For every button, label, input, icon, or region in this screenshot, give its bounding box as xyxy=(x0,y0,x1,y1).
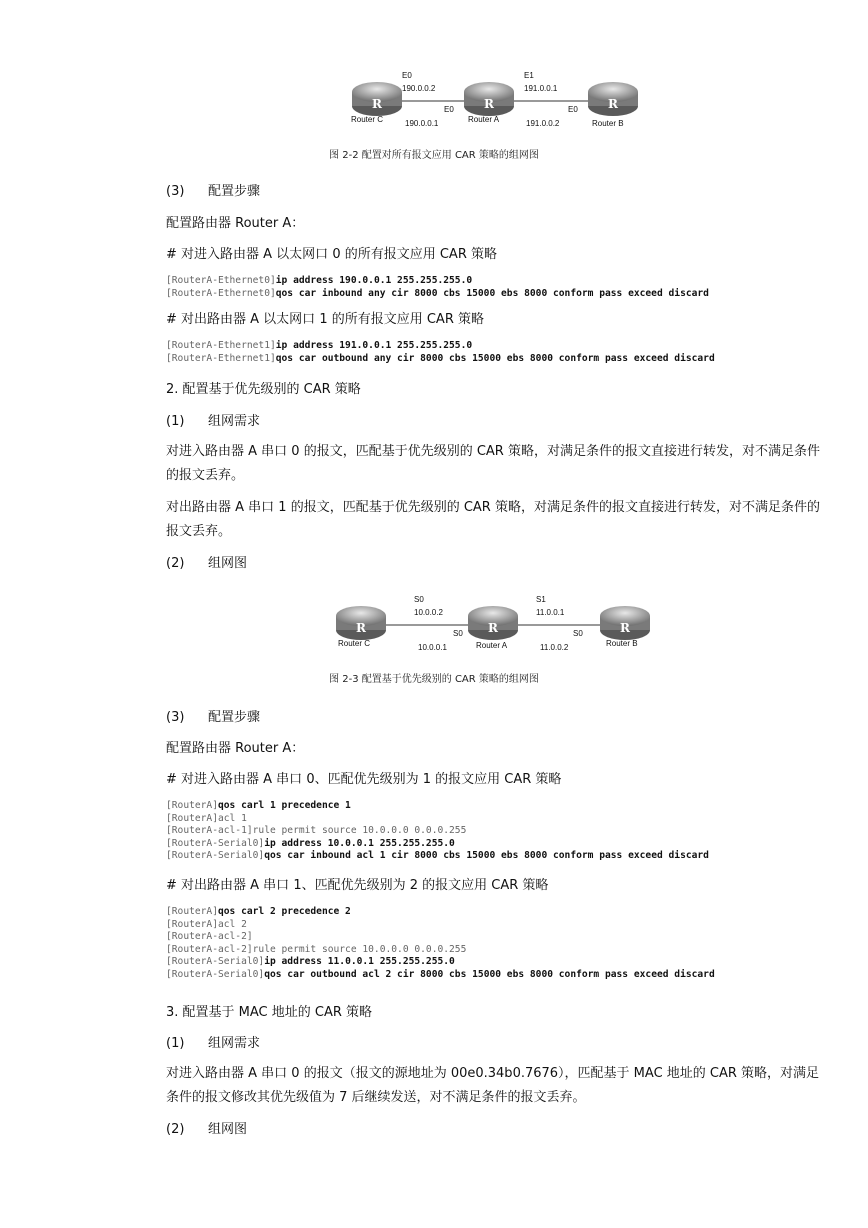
router-icon xyxy=(588,82,638,116)
diagram-2-2-svg xyxy=(0,64,868,154)
code-prompt: [RouterA-acl-2] xyxy=(166,943,253,955)
router-label-left: Router C xyxy=(351,115,384,124)
config-comment: # 对进入路由器 A 以太网口 0 的所有报文应用 CAR 策略 xyxy=(166,247,497,262)
paragraph: 对出路由器 A 串口 1 的报文，匹配基于优先级别的 CAR 策略，对满足条件的报文直接进行转发，对不满足条件的报文丢弃。 xyxy=(166,500,820,539)
code-block xyxy=(166,275,846,300)
step-text: 组网图 xyxy=(208,556,248,571)
svg-text:R: R xyxy=(372,97,382,111)
iface-label: S0 xyxy=(453,629,463,638)
iface-label: E0 xyxy=(444,105,454,114)
code-command: qos car inbound any cir 8000 cbs 15000 ebs 8000 conform pass exceed discard xyxy=(275,287,709,299)
code-line xyxy=(166,931,846,944)
paragraph: 对进入路由器 A 串口 0 的报文（报文的源地址为 00e0.34b0.7676），匹配基于 MAC 地址的 CAR 策略，对满足条件的报文修改其优先级值为 7 后继续发送，对不满足条件的报文丢弃。 xyxy=(166,1066,820,1105)
code-line xyxy=(166,288,846,301)
router-label-right: Router B xyxy=(592,119,624,128)
code-block xyxy=(166,906,846,981)
code-line xyxy=(166,813,846,826)
iface-label: S0 xyxy=(573,629,583,638)
code-line xyxy=(166,353,846,366)
router-label-right: Router B xyxy=(606,639,638,648)
router-icon xyxy=(336,606,386,640)
router-icon xyxy=(464,82,514,116)
config-router-line: 配置路由器 Router A： xyxy=(166,741,305,756)
code-command: ip address 11.0.0.1 255.255.255.0 xyxy=(264,956,455,967)
router-icon xyxy=(468,606,518,640)
code-prompt: [RouterA-Ethernet1] xyxy=(166,340,276,351)
step-number: (2) xyxy=(166,1122,185,1137)
step-text: 组网需求 xyxy=(208,414,261,429)
code-prompt: [RouterA-Ethernet0] xyxy=(166,275,276,286)
iface-label: E1 xyxy=(524,71,534,80)
section-title: 2. 配置基于优先级别的 CAR 策略 xyxy=(166,382,361,397)
figure-caption: 图 2-2 配置对所有报文应用 CAR 策略的组网图 xyxy=(329,150,539,161)
code-command: rule permit source 10.0.0.0 0.0.0.255 xyxy=(252,825,467,836)
step-text: 配置步骤 xyxy=(208,710,261,725)
ip-label: 11.0.0.2 xyxy=(540,643,569,652)
code-command: qos carl 2 precedence 2 xyxy=(217,906,351,917)
code-line xyxy=(166,825,846,838)
figure-caption: 图 2-3 配置基于优先级别的 CAR 策略的组网图 xyxy=(329,674,539,685)
step-text: 配置步骤 xyxy=(208,184,261,199)
svg-text:R: R xyxy=(356,621,366,635)
code-block xyxy=(166,800,846,863)
config-router-line: 配置路由器 Router A： xyxy=(166,216,305,231)
diagram-2-3-svg xyxy=(0,588,868,678)
ip-label: 191.0.0.2 xyxy=(526,119,560,128)
iface-label: E0 xyxy=(402,71,412,80)
code-prompt: [RouterA] xyxy=(166,906,218,917)
code-prompt: [RouterA-Ethernet0] xyxy=(166,287,276,299)
svg-text:R: R xyxy=(488,621,498,635)
code-command: qos car outbound any cir 8000 cbs 15000 ebs 8000 conform pass exceed discard xyxy=(275,352,715,364)
code-command: rule permit source 10.0.0.0 0.0.0.255 xyxy=(252,943,467,955)
iface-label: E0 xyxy=(568,105,578,114)
code-block xyxy=(166,340,846,365)
step-heading xyxy=(166,709,836,727)
code-prompt: [RouterA-acl-1] xyxy=(166,825,253,836)
ip-label: 10.0.0.2 xyxy=(414,608,443,617)
step-number: (3) xyxy=(166,184,185,199)
code-prompt: [RouterA-acl-2] xyxy=(166,931,253,942)
code-line xyxy=(166,800,846,813)
step-number: (2) xyxy=(166,556,185,571)
svg-text:R: R xyxy=(608,97,618,111)
step-text: 组网需求 xyxy=(208,1036,261,1051)
code-line xyxy=(166,969,846,982)
paragraph: 对进入路由器 A 串口 0 的报文，匹配基于优先级别的 CAR 策略，对满足条件的报文直接进行转发，对不满足条件的报文丢弃。 xyxy=(166,444,820,483)
ip-label: 11.0.0.1 xyxy=(536,608,565,617)
network-diagram-2-3 xyxy=(0,588,868,678)
code-command: ip address 191.0.0.1 255.255.255.0 xyxy=(275,340,473,351)
code-command: ip address 190.0.0.1 255.255.255.0 xyxy=(275,275,473,286)
router-label-left: Router C xyxy=(338,639,371,648)
code-command: qos carl 1 precedence 1 xyxy=(217,800,351,811)
step-number: (3) xyxy=(166,710,185,725)
code-line xyxy=(166,906,846,919)
ip-label: 190.0.0.1 xyxy=(405,119,439,128)
svg-text:R: R xyxy=(620,621,630,635)
router-label-center: Router A xyxy=(476,641,508,650)
step-heading xyxy=(166,555,836,573)
code-line xyxy=(166,340,846,353)
code-line xyxy=(166,275,846,288)
code-command: ip address 10.0.0.1 255.255.255.0 xyxy=(264,837,455,849)
step-heading xyxy=(166,1121,836,1139)
config-comment: # 对进入路由器 A 串口 0、匹配优先级别为 1 的报文应用 CAR 策略 xyxy=(166,772,562,787)
router-icon xyxy=(600,606,650,640)
network-diagram-2-2 xyxy=(0,64,868,154)
code-line xyxy=(166,850,846,863)
code-prompt: [RouterA-Serial0] xyxy=(166,956,265,967)
code-prompt: [RouterA] xyxy=(166,812,218,824)
ip-label: 191.0.0.1 xyxy=(524,84,558,93)
code-command: qos car inbound acl 1 cir 8000 cbs 15000 ebs 8000 conform pass exceed discard xyxy=(264,850,709,861)
router-icon xyxy=(352,82,402,116)
step-number: (1) xyxy=(166,414,185,429)
code-prompt: [RouterA] xyxy=(166,918,218,930)
config-comment: # 对出路由器 A 串口 1、匹配优先级别为 2 的报文应用 CAR 策略 xyxy=(166,878,549,893)
code-command: qos car outbound acl 2 cir 8000 cbs 15000 ebs 8000 conform pass exceed discard xyxy=(264,968,715,980)
ip-label: 190.0.0.2 xyxy=(402,84,436,93)
section-title: 3. 配置基于 MAC 地址的 CAR 策略 xyxy=(166,1005,373,1020)
code-prompt: [RouterA-Serial0] xyxy=(166,850,265,861)
code-prompt: [RouterA-Serial0] xyxy=(166,837,265,849)
code-line xyxy=(166,956,846,969)
ip-label: 10.0.0.1 xyxy=(418,643,447,652)
config-comment: # 对出路由器 A 以太网口 1 的所有报文应用 CAR 策略 xyxy=(166,312,484,327)
code-line xyxy=(166,944,846,957)
step-text: 组网图 xyxy=(208,1122,248,1137)
code-line xyxy=(166,919,846,932)
step-heading xyxy=(166,413,836,431)
code-command: acl 1 xyxy=(217,812,247,824)
step-heading xyxy=(166,183,836,201)
code-line xyxy=(166,838,846,851)
iface-label: S1 xyxy=(536,595,546,604)
svg-text:R: R xyxy=(484,97,494,111)
step-number: (1) xyxy=(166,1036,185,1051)
router-label-center: Router A xyxy=(468,115,500,124)
step-heading xyxy=(166,1035,836,1053)
code-prompt: [RouterA-Serial0] xyxy=(166,968,265,980)
code-command: acl 2 xyxy=(217,918,247,930)
iface-label: S0 xyxy=(414,595,424,604)
code-prompt: [RouterA-Ethernet1] xyxy=(166,352,276,364)
code-prompt: [RouterA] xyxy=(166,800,218,811)
